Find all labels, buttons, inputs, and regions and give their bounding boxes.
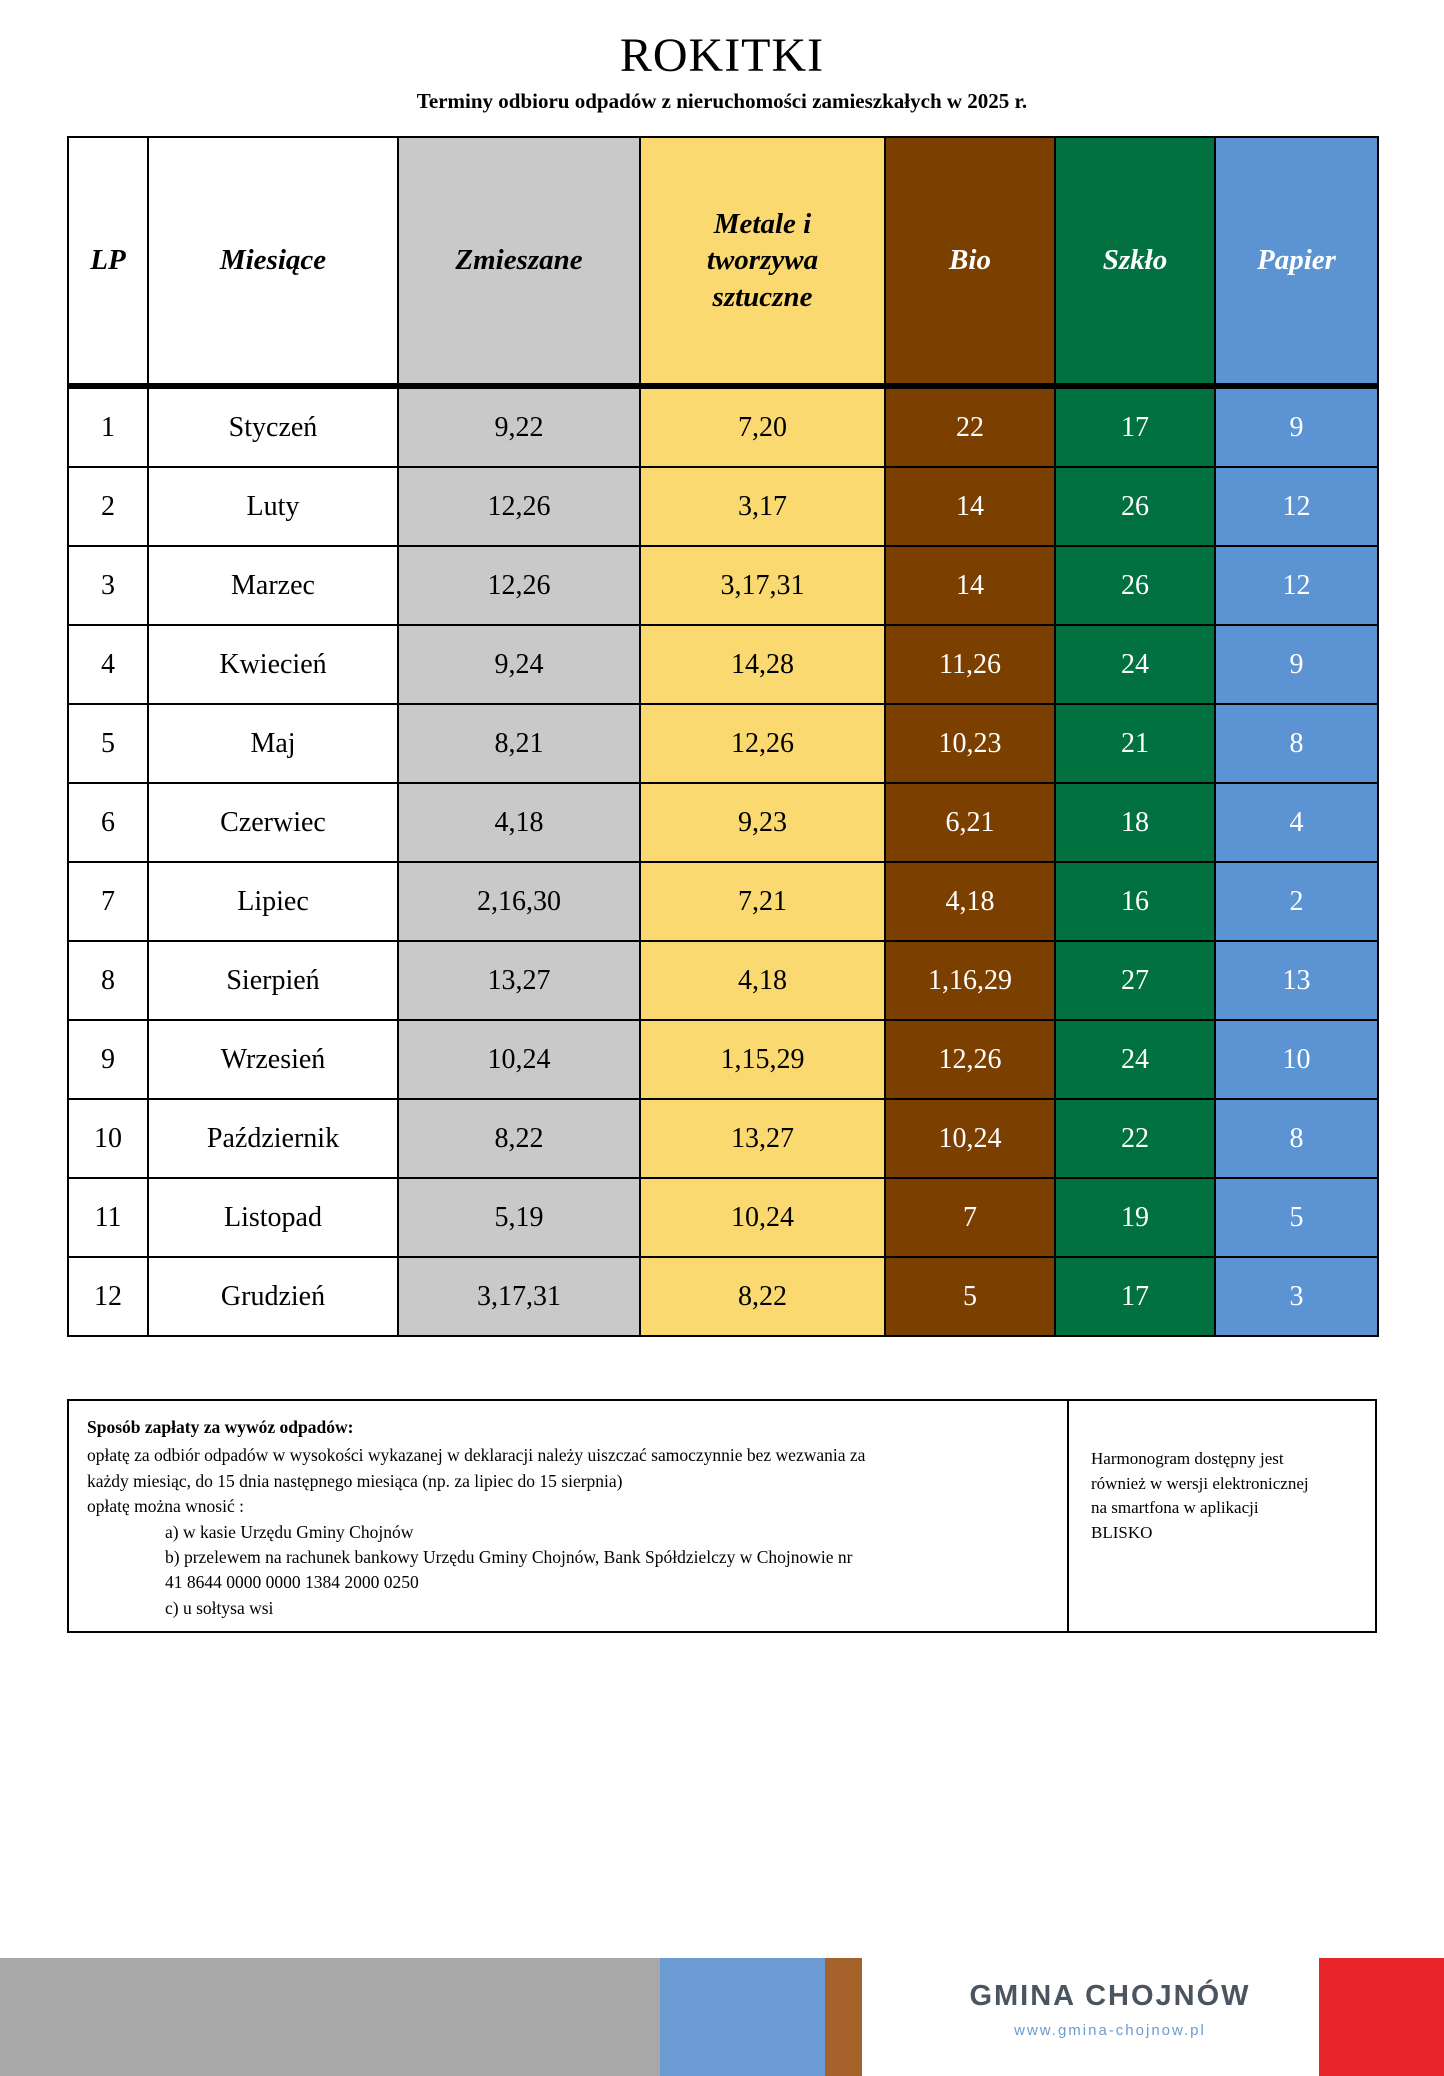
metals-label-line-1: Metale i [713,208,812,241]
footer-website-url[interactable]: www.gmina-chojnow.pl [1014,2022,1206,2039]
column-header-mixed: Zmieszane [398,137,640,386]
cell-lp: 1 [68,386,148,467]
cell-mixed: 9,22 [398,386,640,467]
cell-bio: 10,23 [885,704,1055,783]
cell-bio: 22 [885,386,1055,467]
table-header-row [68,137,1378,386]
cell-lp: 4 [68,625,148,704]
table-body [68,386,1378,1336]
cell-metals: 4,18 [640,941,885,1020]
cell-metals: 10,24 [640,1178,885,1257]
cell-mixed: 12,26 [398,467,640,546]
cell-paper: 5 [1215,1178,1378,1257]
cell-metals: 9,23 [640,783,885,862]
cell-metals: 3,17,31 [640,546,885,625]
cell-paper: 4 [1215,783,1378,862]
cell-glass: 22 [1055,1099,1215,1178]
cell-glass: 27 [1055,941,1215,1020]
cell-month: Kwiecień [148,625,398,704]
column-header-glass: Szkło [1055,137,1215,386]
cell-mixed: 10,24 [398,1020,640,1099]
cell-glass: 21 [1055,704,1215,783]
table-row [68,1257,1378,1336]
cell-glass: 17 [1055,1257,1215,1336]
cell-lp: 11 [68,1178,148,1257]
app-note [1069,1401,1375,1631]
payment-line-1: opłatę za odbiór odpadów w wysokości wykazanej w deklaracji należy uiszczać samoczynnie bez wezwania za [87,1445,866,1466]
cell-lp: 2 [68,467,148,546]
schedule-table-wrapper [67,136,1377,1337]
cell-month: Luty [148,467,398,546]
cell-glass: 19 [1055,1178,1215,1257]
cell-month: Listopad [148,1178,398,1257]
cell-paper: 12 [1215,467,1378,546]
cell-month: Lipiec [148,862,398,941]
cell-paper: 8 [1215,1099,1378,1178]
cell-lp: 7 [68,862,148,941]
metals-label-line-3: sztuczne [712,280,813,313]
cell-month: Maj [148,704,398,783]
cell-mixed: 2,16,30 [398,862,640,941]
cell-glass: 16 [1055,862,1215,941]
cell-metals: 14,28 [640,625,885,704]
cell-mixed: 5,19 [398,1178,640,1257]
metals-label-line-2: tworzywa [706,244,819,277]
cell-mixed: 4,18 [398,783,640,862]
cell-glass: 26 [1055,546,1215,625]
column-header-bio: Bio [885,137,1055,386]
cell-month: Sierpień [148,941,398,1020]
payment-line-3: opłatę można wnosić : [87,1496,244,1517]
payment-line-2: każdy miesiąc, do 15 dnia następnego miesiąca (np. za lipiec do 15 sierpnia) [87,1470,623,1491]
table-row [68,546,1378,625]
document-page [0,28,1444,2076]
cell-bio: 5 [885,1257,1055,1336]
cell-glass: 17 [1055,386,1215,467]
cell-month: Czerwiec [148,783,398,862]
cell-mixed: 13,27 [398,941,640,1020]
footer-red-block [1319,1958,1444,2076]
cell-metals: 13,27 [640,1099,885,1178]
table-row [68,1020,1378,1099]
cell-metals: 3,17 [640,467,885,546]
cell-bio: 6,21 [885,783,1055,862]
cell-paper: 9 [1215,625,1378,704]
cell-bio: 14 [885,546,1055,625]
app-note-line-4: BLISKO [1091,1522,1153,1542]
cell-mixed: 12,26 [398,546,640,625]
cell-metals: 1,15,29 [640,1020,885,1099]
cell-mixed: 8,22 [398,1099,640,1178]
table-row [68,386,1378,467]
cell-bio: 12,26 [885,1020,1055,1099]
footer-blue-block [660,1958,825,2076]
footer-gmina-name: GMINA CHOJNÓW [969,1980,1251,2012]
cell-glass: 18 [1055,783,1215,862]
footer-banner [0,1958,1444,2076]
cell-paper: 2 [1215,862,1378,941]
cell-lp: 8 [68,941,148,1020]
cell-metals: 7,20 [640,386,885,467]
cell-month: Październik [148,1099,398,1178]
cell-metals: 12,26 [640,704,885,783]
cell-bio: 1,16,29 [885,941,1055,1020]
table-row [68,625,1378,704]
cell-paper: 10 [1215,1020,1378,1099]
payment-option-a: a) w kasie Urzędu Gminy Chojnów [165,1521,414,1542]
cell-bio: 11,26 [885,625,1055,704]
footer-gray-block [0,1958,660,2076]
cell-paper: 12 [1215,546,1378,625]
page-title: ROKITKI [619,29,825,82]
cell-lp: 10 [68,1099,148,1178]
cell-month: Grudzień [148,1257,398,1336]
cell-lp: 6 [68,783,148,862]
cell-bio: 14 [885,467,1055,546]
cell-glass: 26 [1055,467,1215,546]
cell-month: Marzec [148,546,398,625]
cell-month: Styczeń [148,386,398,467]
footer-brown-block [825,1958,862,2076]
cell-lp: 12 [68,1257,148,1336]
page-subtitle: Terminy odbioru odpadów z nieruchomości zamieszkałych w 2025 r. [416,89,1028,113]
column-header-paper: Papier [1215,137,1378,386]
cell-metals: 7,21 [640,862,885,941]
cell-paper: 13 [1215,941,1378,1020]
payment-option-b: b) przelewem na rachunek bankowy Urzędu Gminy Chojnów, Bank Spółdzielczy w Chojnowie nr [165,1546,853,1567]
cell-mixed: 9,24 [398,625,640,704]
app-note-line-3: na smartfona w aplikacji [1091,1498,1259,1518]
cell-lp: 9 [68,1020,148,1099]
payment-heading: Sposób zapłaty za wywóz odpadów: [87,1417,354,1437]
table-row [68,862,1378,941]
table-row [68,941,1378,1020]
cell-metals: 8,22 [640,1257,885,1336]
waste-collection-schedule-table [67,136,1379,1337]
table-row [68,1178,1378,1257]
table-row [68,1099,1378,1178]
cell-month: Wrzesień [148,1020,398,1099]
cell-bio: 4,18 [885,862,1055,941]
cell-paper: 8 [1215,704,1378,783]
cell-bio: 7 [885,1178,1055,1257]
cell-mixed: 3,17,31 [398,1257,640,1336]
cell-mixed: 8,21 [398,704,640,783]
payment-details [69,1401,1069,1631]
payment-bank-account: 41 8644 0000 0000 1384 2000 0250 [165,1572,419,1593]
footer-branding [920,1980,1300,2039]
table-row [68,783,1378,862]
table-row [68,467,1378,546]
column-header-months: Miesiące [148,137,398,386]
app-note-line-1: Harmonogram dostępny jest [1091,1449,1284,1468]
cell-glass: 24 [1055,625,1215,704]
table-row [68,704,1378,783]
cell-paper: 3 [1215,1257,1378,1336]
column-header-lp: LP [68,137,148,386]
cell-bio: 10,24 [885,1099,1055,1178]
payment-option-c: c) u sołtysa wsi [165,1597,274,1618]
column-header-metals-plastics [640,137,885,386]
cell-lp: 3 [68,546,148,625]
payment-info-box [67,1399,1377,1633]
cell-lp: 5 [68,704,148,783]
app-note-line-2: również w wersji elektronicznej [1091,1473,1309,1493]
cell-glass: 24 [1055,1020,1215,1099]
cell-paper: 9 [1215,386,1378,467]
